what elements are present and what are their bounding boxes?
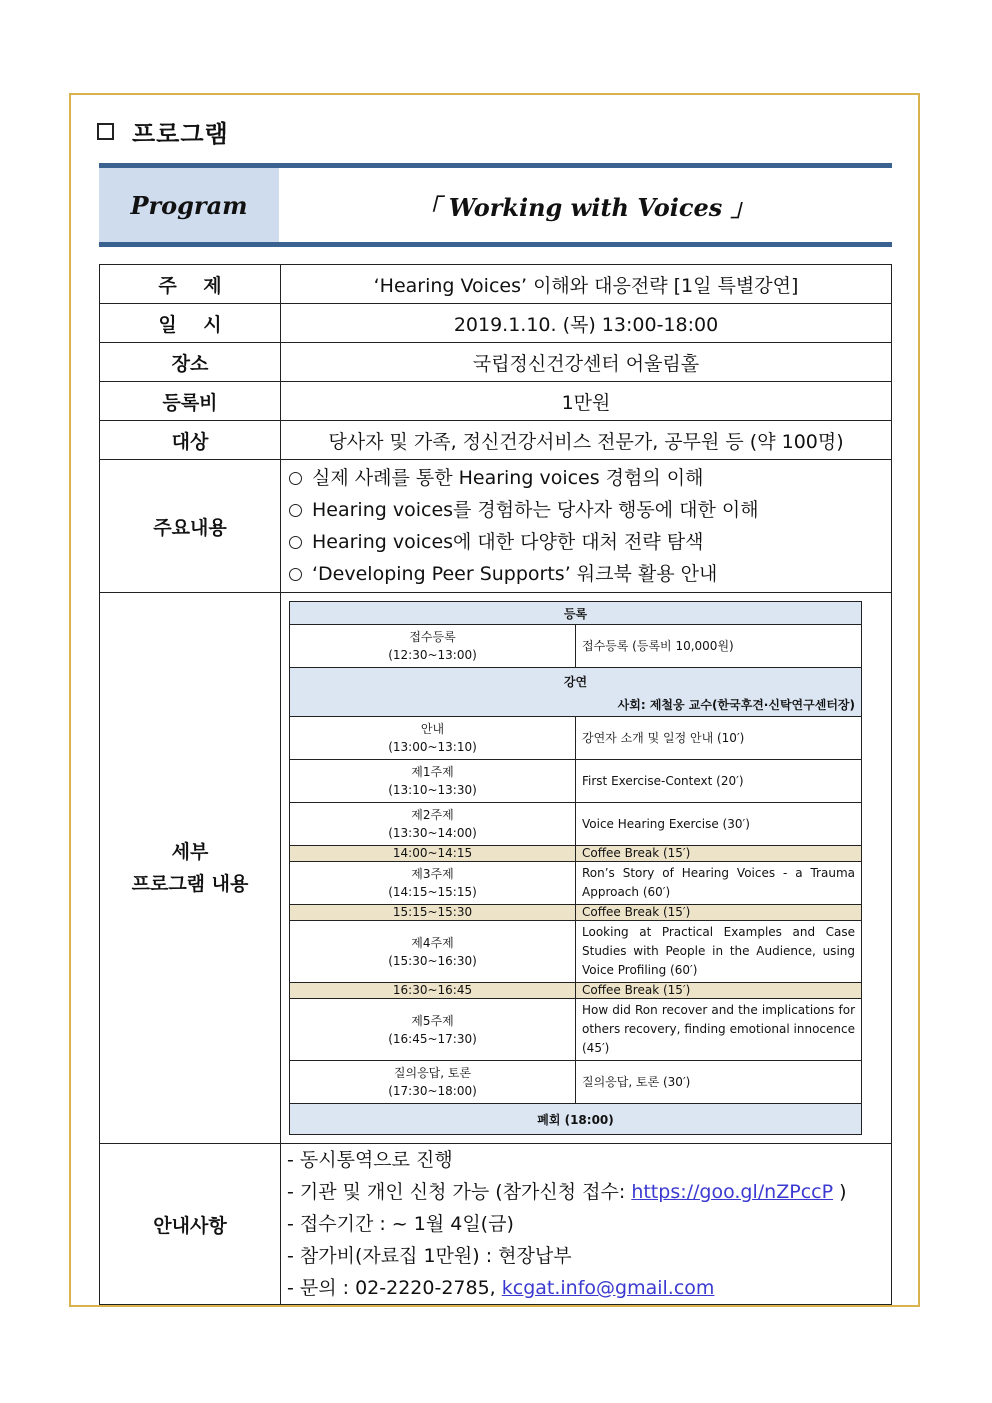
time-label: 제3주제 <box>411 867 454 881</box>
list-item <box>289 558 891 590</box>
table-row <box>290 999 862 1061</box>
program-info-table <box>99 264 892 1305</box>
time-cell <box>290 760 576 803</box>
time-label: 접수등록 <box>409 630 456 644</box>
time-cell <box>290 999 576 1061</box>
value-fee: 1만원 <box>281 382 892 421</box>
section-title-text: 프로그램 <box>132 120 229 148</box>
time-range: (13:30~14:00) <box>388 826 477 840</box>
row-notice <box>100 1144 892 1305</box>
contents-list <box>281 460 891 592</box>
list-item-text: ‘Developing Peer Supports’ 워크북 활용 안내 <box>312 563 718 585</box>
notice-list <box>281 1144 891 1304</box>
row-contents <box>100 460 892 593</box>
list-item: - 참가비(자료집 1만원) : 현장납부 <box>287 1245 572 1267</box>
time-label: 제5주제 <box>411 1013 454 1028</box>
coffee-break-row <box>290 905 862 921</box>
desc-cell: Coffee Break (15′) <box>576 983 862 999</box>
list-item-text: Hearing voices를 경험하는 당사자 행동에 대한 이해 <box>312 499 759 521</box>
label-date: 일 시 <box>100 304 281 343</box>
circle-bullet-icon <box>289 568 302 581</box>
time-range: (14:15~15:15) <box>388 885 477 899</box>
label-place: 장소 <box>100 343 281 382</box>
time-range: (12:30~13:00) <box>388 648 477 662</box>
row-detail <box>100 593 892 1144</box>
header-registration: 등록 <box>290 602 862 625</box>
row-fee <box>100 382 892 421</box>
time-label: 질의응답, 토론 <box>393 1066 472 1080</box>
value-place: 국립정신건강센터 어울림홀 <box>281 343 892 382</box>
section-title <box>97 114 229 149</box>
circle-bullet-icon <box>289 536 302 549</box>
value-date: 2019.1.10. (목) 13:00-18:00 <box>281 304 892 343</box>
coffee-break-row <box>290 846 862 862</box>
row-topic <box>100 265 892 304</box>
time-range: (13:10~13:30) <box>388 783 477 797</box>
table-row <box>290 862 862 905</box>
time-cell <box>290 625 576 668</box>
lecture-title: 강연 <box>563 675 588 689</box>
table-row <box>290 625 862 668</box>
table-row <box>290 1061 862 1104</box>
desc-cell: How did Ron recover and the implications for others recovery, finding emotional innocence (45′) <box>576 999 862 1061</box>
table-row <box>290 717 862 760</box>
label-fee: 등록비 <box>100 382 281 421</box>
list-item <box>289 494 891 526</box>
desc-cell: Ron’s Story of Hearing Voices - a Trauma Approach (60′) <box>576 862 862 905</box>
moderator: 사회: 제철웅 교수(한국후견·신탁연구센터장) <box>617 698 855 712</box>
label-detail-line2: 프로그램 내용 <box>131 873 249 895</box>
list-item-text: 실제 사례를 통한 Hearing voices 경험의 이해 <box>312 467 704 489</box>
time-cell: 16:30~16:45 <box>290 983 576 999</box>
value-notice <box>281 1144 892 1305</box>
time-cell <box>290 803 576 846</box>
value-detail <box>281 593 892 1144</box>
time-range: (15:30~16:30) <box>388 953 477 968</box>
label-contents: 주요내용 <box>100 460 281 593</box>
table-row <box>290 760 862 803</box>
list-item-text: Hearing voices에 대한 다양한 대처 전략 탐색 <box>312 531 704 553</box>
time-cell <box>290 717 576 760</box>
time-cell <box>290 862 576 905</box>
time-cell <box>290 1061 576 1104</box>
desc-cell: 접수등록 (등록비 10,000원) <box>576 625 862 668</box>
list-item-text: ) <box>833 1181 847 1203</box>
time-label: 제1주제 <box>411 765 454 779</box>
time-label: 제2주제 <box>411 808 454 822</box>
time-cell: 15:15~15:30 <box>290 905 576 921</box>
schedule-table <box>289 601 862 1135</box>
circle-bullet-icon <box>289 504 302 517</box>
value-topic: ‘Hearing Voices’ 이해와 대응전략 [1일 특별강연] <box>281 265 892 304</box>
banner-title: 「 Working with Voices 」 <box>416 192 755 222</box>
label-topic: 주 제 <box>100 265 281 304</box>
label-detail <box>100 593 281 1144</box>
schedule-header-registration <box>290 602 862 625</box>
table-row <box>290 921 862 983</box>
label-target: 대상 <box>100 421 281 460</box>
list-item <box>289 462 891 494</box>
schedule-header-lecture <box>290 668 862 717</box>
label-detail-line1: 세부 <box>171 841 209 863</box>
circle-bullet-icon <box>289 472 302 485</box>
desc-cell: Coffee Break (15′) <box>576 905 862 921</box>
list-item <box>289 526 891 558</box>
schedule-wrapper <box>281 593 891 1143</box>
header-lecture <box>290 668 862 717</box>
label-notice: 안내사항 <box>100 1144 281 1305</box>
row-place <box>100 343 892 382</box>
row-date <box>100 304 892 343</box>
desc-cell: First Exercise-Context (20′) <box>576 760 862 803</box>
table-row <box>290 803 862 846</box>
desc-cell: 질의응답, 토론 (30′) <box>576 1061 862 1104</box>
program-banner <box>99 163 892 247</box>
contact-email-link[interactable]: kcgat.info@gmail.com <box>501 1277 715 1299</box>
list-item-text: - 기관 및 개인 신청 가능 (참가신청 접수: <box>287 1181 632 1203</box>
time-label: 안내 <box>420 722 445 736</box>
value-contents <box>281 460 892 593</box>
schedule-closing <box>290 1104 862 1135</box>
coffee-break-row <box>290 983 862 999</box>
registration-link[interactable]: https://goo.gl/nZPccP <box>631 1181 834 1203</box>
list-item <box>287 1272 891 1304</box>
desc-cell: Voice Hearing Exercise (30′) <box>576 803 862 846</box>
desc-cell: Looking at Practical Examples and Case Studies with People in the Audience, using Voice Profiling (60′) <box>576 921 862 983</box>
desc-cell: 강연자 소개 및 일정 안내 (10′) <box>576 717 862 760</box>
desc-cell: Coffee Break (15′) <box>576 846 862 862</box>
time-cell: 14:00~14:15 <box>290 846 576 862</box>
time-cell <box>290 921 576 983</box>
list-item <box>287 1176 891 1208</box>
list-item: - 동시통역으로 진행 <box>287 1149 453 1171</box>
time-range: (16:45~17:30) <box>388 1031 477 1046</box>
row-target <box>100 421 892 460</box>
time-label: 제4주제 <box>411 935 454 950</box>
value-target: 당사자 및 가족, 정신건강서비스 전문가, 공무원 등 (약 100명) <box>281 421 892 460</box>
list-item: - 접수기간 : ~ 1월 4일(금) <box>287 1213 514 1235</box>
closing-cell: 폐회 (18:00) <box>290 1104 862 1135</box>
time-range: (13:00~13:10) <box>388 740 477 754</box>
banner-label: Program <box>99 168 279 242</box>
time-range: (17:30~18:00) <box>388 1084 477 1098</box>
checkbox-icon <box>97 123 114 140</box>
list-item-text: - 문의 : 02-2220-2785, <box>287 1277 502 1299</box>
